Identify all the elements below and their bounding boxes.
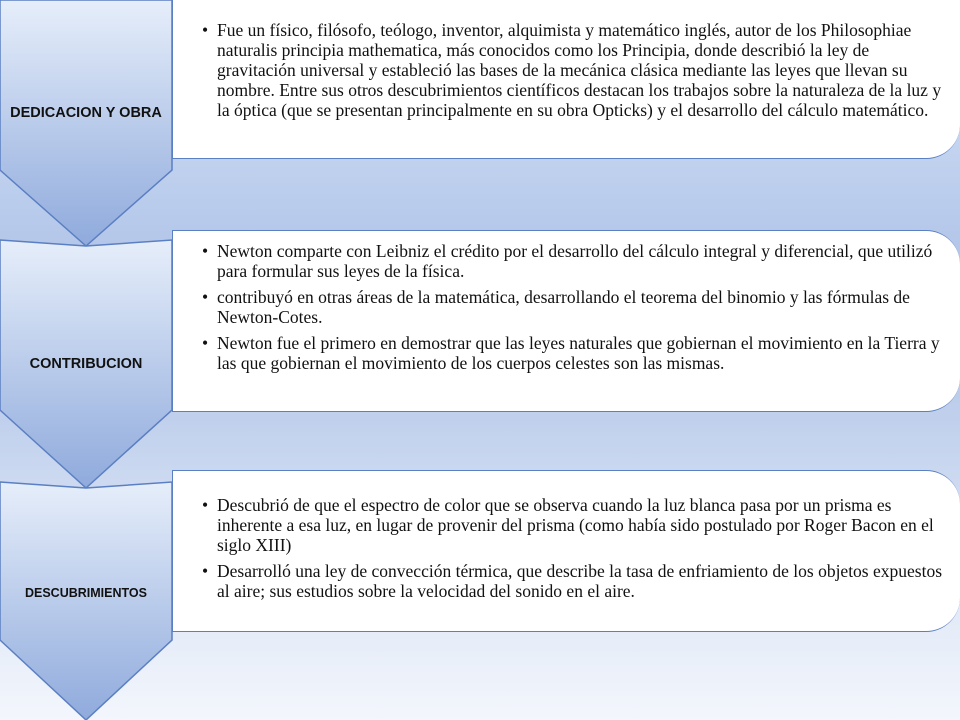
bullet-item: • Descubrió de que el espectro de color que se observa cuando la luz blanca pasa por un prisma es inherente a esa luz, en lugar de provenir del prisma (como había sido postulado por Roger Bacon en el siglo XIII): [204, 495, 946, 555]
bullet-item: • Newton fue el primero en demostrar que las leyes naturales que gobiernan el movimiento en la Tierra y las que gobiernan el movimiento de los cuerpos celestes son las mismas.: [204, 333, 946, 373]
bullet-item: • Fue un físico, filósofo, teólogo, inventor, alquimista y matemático inglés, autor de los Philosophiae naturalis principia mathematica, más conocidos como los Principia, donde describió la ley de gravitación universal y estableció las bases de la mecánica clásica mediante las leyes que llevan su nombre. Entre sus otros descubrimientos científicos destacan los trabajos sobre la naturaleza de la luz y la óptica (que se presentan principalmente en su obra Opticks) y el desarrollo del cálculo matemático.: [204, 20, 946, 120]
bullet-item: • Newton comparte con Leibniz el crédito por el desarrollo del cálculo integral y diferencial, que utilizó para formular sus leyes de la física.: [204, 241, 946, 281]
bullet-list: [201, 241, 946, 373]
content-box-contribucion: [172, 230, 960, 412]
chevron-dedicacion: [0, 0, 172, 246]
bullet-item: • Desarrolló una ley de convección térmica, que describe la tasa de enfriamiento de los objetos expuestos al aire; sus estudios sobre la velocidad del sonido en el aire.: [204, 561, 946, 601]
section-label-descubrimientos: DESCUBRIMIENTOS: [24, 586, 147, 600]
content-box-descubrimientos: [172, 470, 960, 632]
section-label-contribucion: CONTRIBUCION: [29, 356, 143, 372]
content-box-dedicacion: [172, 0, 960, 159]
section-label-dedicacion: DEDICACION Y OBRA: [10, 105, 162, 121]
bullet-item: • contribuyó en otras áreas de la matemática, desarrollando el teorema del binomio y las fórmulas de Newton-Cotes.: [204, 287, 946, 327]
bullet-list: [201, 20, 946, 120]
bullet-list: [201, 495, 946, 601]
